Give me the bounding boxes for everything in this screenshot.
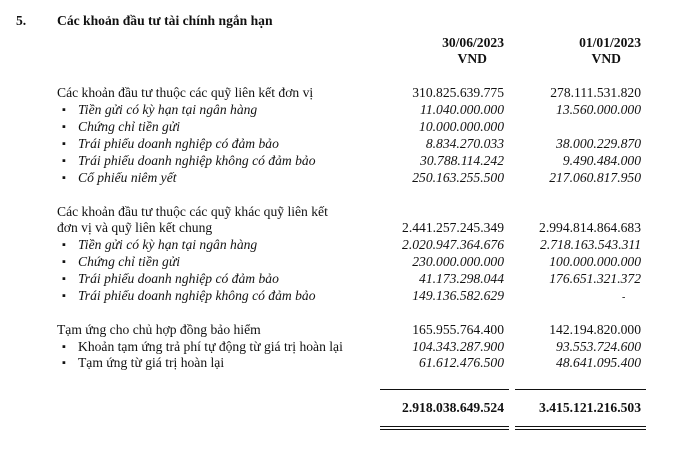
item-value-col1: 2.020.947.364.676 <box>402 237 504 252</box>
section-number: 5. <box>16 13 27 28</box>
item-label: Chứng chỉ tiền gửi <box>78 119 181 134</box>
item-value-col2: 2.718.163.543.311 <box>540 237 641 252</box>
group-value-col2: 2.994.814.864.683 <box>539 220 641 235</box>
total-value-col2: 3.415.121.216.503 <box>539 400 641 415</box>
item-label: Trái phiếu doanh nghiệp không có đảm bảo <box>78 288 316 303</box>
group-label: Tạm ứng cho chủ hợp đồng bảo hiểm <box>57 322 261 337</box>
item-label: Trái phiếu doanh nghiệp có đảm bảo <box>78 271 279 286</box>
total-double-rule-col1-a <box>380 426 509 427</box>
item-label: Trái phiếu doanh nghiệp có đảm bảo <box>78 136 279 151</box>
section-title: Các khoản đầu tư tài chính ngắn hạn <box>57 13 273 28</box>
item-label: Khoản tạm ứng trả phí tự động từ giá trị hoàn lại <box>78 339 343 354</box>
total-double-rule-col2-b <box>515 429 646 430</box>
bullet-icon: ▪ <box>62 172 66 184</box>
item-value-col2: 9.490.484.000 <box>562 153 641 168</box>
group-value-col1: 310.825.639.775 <box>412 85 504 100</box>
item-value-col1: 30.788.114.242 <box>420 153 504 168</box>
bullet-icon: ▪ <box>62 357 66 369</box>
bullet-icon: ▪ <box>62 155 66 167</box>
item-value-col1: 250.163.255.500 <box>412 170 504 185</box>
group-value-col2: 142.194.820.000 <box>549 322 641 337</box>
item-value-col2: 13.560.000.000 <box>556 102 641 117</box>
item-value-col1: 104.343.287.900 <box>412 339 504 354</box>
column-header-date-2: 01/01/2023 <box>579 35 641 50</box>
total-top-rule-col2 <box>515 389 646 390</box>
bullet-icon: ▪ <box>62 138 66 150</box>
item-value-col2: 217.060.817.950 <box>549 170 641 185</box>
bullet-icon: ▪ <box>62 104 66 116</box>
bullet-icon: ▪ <box>62 256 66 268</box>
bullet-icon: ▪ <box>62 290 66 302</box>
bullet-icon: ▪ <box>62 341 66 353</box>
item-value-col1: 8.834.270.033 <box>425 136 504 151</box>
item-value-col2-dash: - <box>622 292 626 303</box>
total-double-rule-col1-b <box>380 429 509 430</box>
item-value-col2: 100.000.000.000 <box>549 254 641 269</box>
item-value-col2: 48.641.095.400 <box>556 355 641 370</box>
group-label: Các khoản đầu tư thuộc các quỹ khác quỹ liên kết <box>57 204 328 219</box>
bullet-icon: ▪ <box>62 239 66 251</box>
group-value-col1: 165.955.764.400 <box>412 322 504 337</box>
column-header-unit-1: VND <box>457 51 487 66</box>
item-value-col1: 10.000.000.000 <box>419 119 504 134</box>
bullet-icon: ▪ <box>62 121 66 133</box>
item-label: Tiền gửi có kỳ hạn tại ngân hàng <box>78 237 258 252</box>
total-value-col1: 2.918.038.649.524 <box>402 400 504 415</box>
bullet-icon: ▪ <box>62 273 66 285</box>
item-label: Trái phiếu doanh nghiệp không có đảm bảo <box>78 153 316 168</box>
group-value-col1: 2.441.257.245.349 <box>402 220 504 235</box>
item-value-col1: 61.612.476.500 <box>419 355 504 370</box>
column-header-unit-2: VND <box>591 51 621 66</box>
item-value-col1: 41.173.298.044 <box>419 271 504 286</box>
total-top-rule-col1 <box>380 389 509 390</box>
group-label: Các khoản đầu tư thuộc các quỹ liên kết đơn vị <box>57 85 314 100</box>
item-label: Tạm ứng từ giá trị hoàn lại <box>78 355 225 370</box>
group-label-continued: đơn vị và quỹ liên kết chung <box>57 220 213 235</box>
item-value-col1: 11.040.000.000 <box>420 102 504 117</box>
item-value-col2: 176.651.321.372 <box>549 271 641 286</box>
item-label: Chứng chỉ tiền gửi <box>78 254 181 269</box>
group-value-col2: 278.111.531.820 <box>550 85 641 100</box>
item-value-col1: 149.136.582.629 <box>412 288 504 303</box>
item-label: Tiền gửi có kỳ hạn tại ngân hàng <box>78 102 258 117</box>
item-label: Cổ phiếu niêm yết <box>78 170 177 185</box>
total-double-rule-col2-a <box>515 426 646 427</box>
item-value-col2: 38.000.229.870 <box>556 136 641 151</box>
item-value-col1: 230.000.000.000 <box>412 254 504 269</box>
item-value-col2: 93.553.724.600 <box>556 339 641 354</box>
column-header-date-1: 30/06/2023 <box>442 35 504 50</box>
